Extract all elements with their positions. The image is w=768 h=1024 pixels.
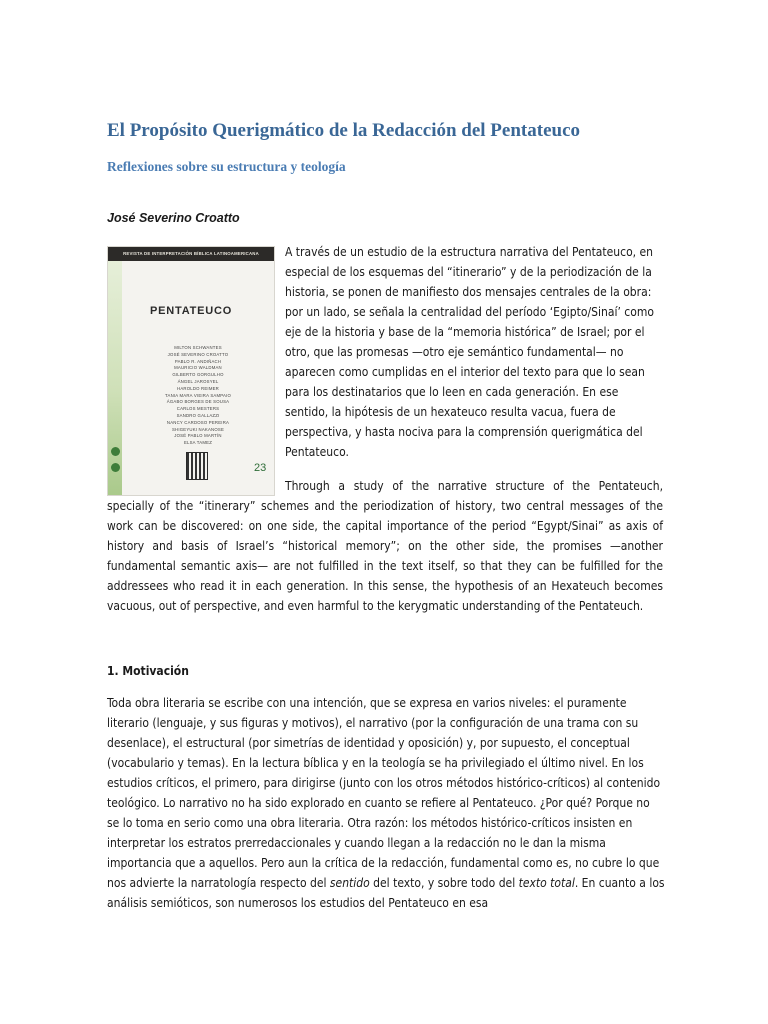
abstract-english (107, 476, 663, 616)
section-heading: 1. Motivación (107, 664, 189, 678)
cover-author-name: ÁNGEL JAROSYEL (177, 378, 219, 384)
cover-author-name: MILTON SCHWANTES (174, 345, 222, 350)
cover-author-name: PABLO R. ANDIÑACH (174, 358, 222, 364)
cover-author-name: ELSA TAMEZ (183, 440, 213, 446)
cover-author-name: JOSÉ PABLO MARTÍN (174, 433, 222, 439)
body-text: Toda obra literaria se escribe con una intención, que se expresa en varios niveles: el puramente literario (lenguaje, y sus figuras y motivos), el narrativo (por la configuración de una trama con su desenlace), el estructural (por simetrías de identidad y oposición) y, por supuesto, el conceptual (vocabulario y temas). En la lectura bíblica y en la teología se ha privilegiado el último nivel. En los estudios críticos, el primero, para dirigirse (junto con los otros métodos histórico-críticos) al contenido teológico. Lo narrativo no ha sido explorado en cuanto se refiere al Pentateuco. ¿Por qué? Porque no se lo toma en serio como una obra literaria. Otra razón: los métodos histórico-críticos insisten en interpretar los estratos prerredaccionales y cuando llegan a la redacción no le dan la misma importancia que a aquellos. Pero aun la crítica de la redacción, fundamental como es, no cubre lo que nos advierte la narratología respecto del (107, 696, 661, 890)
cover-author-name: CARLOS MESTERS (176, 406, 220, 412)
cover-emblem-icon (111, 463, 120, 472)
author-name: José Severino Croatto (107, 211, 240, 225)
book-cover-image (107, 246, 275, 496)
cover-author-name: HAROLDO REIMER (177, 385, 219, 391)
cover-author-name: ÁGABO BORGES DE SOUSA (166, 399, 230, 405)
cover-author-name: MAURICIO WALDMAN (174, 365, 222, 371)
body-emphasis: texto total (518, 876, 575, 890)
page-subtitle: Reflexiones sobre su estructura y teología (107, 159, 346, 174)
body-emphasis: sentido (329, 876, 370, 890)
cover-author-name: TANIA MARA VIEIRA SAMPAIO (165, 392, 231, 398)
cover-author-name: SANDRO GALLAZZI (176, 412, 220, 418)
cover-author-name: JOSÉ SEVERINO CROATTO (167, 351, 229, 357)
page-title: El Propósito Querigmático de la Redacción del Pentateuco (107, 120, 581, 141)
body-paragraph (107, 693, 665, 913)
cover-author-name: SHIGEYUKI NAKANOSE (171, 426, 225, 432)
cover-emblem-icon (111, 447, 120, 456)
abstract-spanish: A través de un estudio de la estructura narrativa del Pentateuco, en especial de los esquemas del “itinerario” y de la periodización de la historia, se ponen de manifiesto dos mensajes centrales de la obra: por un lado, se señala la centralidad del período ‘Egipto/Sinaí’ como eje de la historia y base de la “memoria histórica” de Israel; por el otro, que las promesas —otro eje semántico fundamental— no aparecen como cumplidas en el interior del texto para que lo sean para los destinatarios que lo leen en cada generación. En ese sentido, la hipótesis de un hexateuco resulta vacua, fuera de perspectiva, y hasta nociva para la comprensión querigmática del Pentateuco. (285, 245, 654, 459)
cover-author-name: NANCY CARDOSO PEREIRA (166, 419, 230, 425)
abstract-english-text: Through a study of the narrative structure of the Pentateuch, specially of the “itinerary” schemes and the periodization of history, two central messages of the work can be discovered: on one side, the capital importance of the period “Egypt/Sinai” as axis of history and basis of Israel’s “historical memory”; on the other side, the promises —another fundamental semantic axis— are not fulfilled in the text itself, so that they can be fulfilled for the addressees who read it in each generation. In this sense, the hypothesis of an Hexateuch becomes vacuous, out of perspective, and even harmful to the kerygmatic understanding of the Pentateuch. (107, 479, 663, 613)
body-text: . En cuanto a los análisis semióticos, son numerosos los estudios del Pentateuco en esa (107, 876, 665, 910)
cover-band: REVISTA DE INTERPRETACIÓN BÍBLICA LATINOAMERICANA (108, 247, 274, 261)
cover-green-stripe (108, 261, 122, 496)
body-text: del texto, y sobre todo del (369, 876, 519, 890)
cover-author-name: GILBERTO GORGULHO (172, 372, 224, 378)
cover-author-list (144, 345, 252, 447)
cover-issue-number: 23 (254, 462, 267, 474)
cover-title: PENTATEUCO (150, 305, 233, 317)
